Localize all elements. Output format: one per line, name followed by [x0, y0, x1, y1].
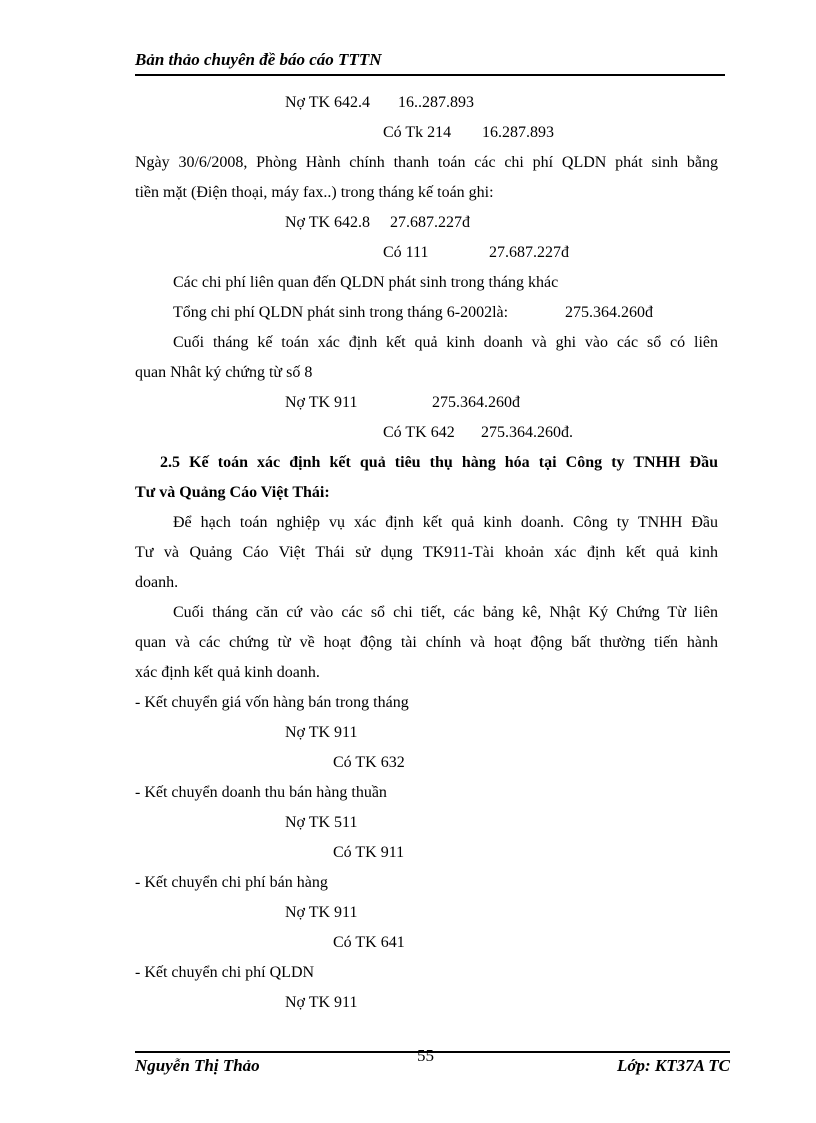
section-heading-cont: Tư và Quảng Cáo Việt Thái: [135, 484, 330, 501]
page-header [135, 46, 725, 76]
credit-entry: Có TK 632 [333, 754, 405, 771]
footer-class: Lớp: KT37A TC [616, 1056, 730, 1075]
amount: 16.287.893 [482, 124, 554, 141]
account-label: Nợ TK 642.8 [285, 214, 371, 231]
paragraph-line: quan Nhât ký chứng từ số 8 [135, 364, 313, 381]
amount: 27.687.227đ [489, 244, 569, 261]
entry-credit-642 [135, 418, 718, 448]
total-label: Tổng chi phí QLDN phát sinh trong tháng 6-2002là: [173, 304, 509, 321]
header-rule [135, 74, 725, 76]
entry-credit-111 [135, 238, 718, 268]
paragraph-line: doanh. [135, 574, 179, 591]
amount: 27.687.227đ [390, 214, 470, 231]
account-label: Có 111 [383, 244, 429, 261]
entry-debit-642-4 [135, 88, 718, 118]
footer-author: Nguyễn Thị Thảo [135, 1056, 260, 1075]
paragraph-line: Các chi phí liên quan đến QLDN phát sinh trong tháng khác [173, 274, 559, 291]
entry-debit-911 [135, 388, 718, 418]
paragraph-line: Để hạch toán nghiệp vụ xác định kết quả kinh doanh. Công ty TNHH Đầu [173, 514, 718, 531]
total-qldn-line [135, 298, 718, 328]
paragraph-line: Cuối tháng kế toán xác định kết quả kinh doanh và ghi vào các sổ có liên [173, 334, 718, 351]
list-item: - Kết chuyển chi phí bán hàng [135, 874, 328, 891]
list-item: - Kết chuyển doanh thu bán hàng thuần [135, 784, 387, 801]
amount: 16..287.893 [398, 94, 474, 111]
section-heading: 2.5 Kế toán xác định kết quả tiêu thụ hàng hóa tại Công ty TNHH Đầu [160, 454, 718, 471]
page-footer [135, 1046, 730, 1086]
paragraph-line: tiền mặt (Điện thoại, máy fax..) trong tháng kế toán ghi: [135, 184, 494, 201]
page-number: 55 [417, 1046, 434, 1065]
paragraph-line: Tư và Quảng Cáo Việt Thái sử dụng TK911-Tài khoản xác định kết quả kinh [135, 544, 718, 561]
account-label: Nợ TK 642.4 [285, 94, 371, 111]
entry-debit-642-8 [135, 208, 718, 238]
paragraph-line: Cuối tháng căn cứ vào các sổ chi tiết, các bảng kê, Nhật Ký Chứng Từ liên [173, 604, 718, 621]
paragraph-line: Ngày 30/6/2008, Phòng Hành chính thanh toán các chi phí QLDN phát sinh bằng [135, 154, 718, 171]
debit-entry: Nợ TK 511 [285, 814, 358, 831]
account-label: Có Tk 214 [383, 124, 452, 141]
account-label: Nợ TK 911 [285, 394, 358, 411]
credit-entry: Có TK 911 [333, 844, 405, 861]
debit-entry: Nợ TK 911 [285, 904, 358, 921]
amount: 275.364.260đ. [481, 424, 573, 441]
debit-entry: Nợ TK 911 [285, 994, 358, 1011]
amount: 275.364.260đ [432, 394, 520, 411]
credit-entry: Có TK 641 [333, 934, 405, 951]
list-item: - Kết chuyển giá vốn hàng bán trong tháng [135, 694, 409, 711]
list-item: - Kết chuyển chi phí QLDN [135, 964, 315, 981]
entry-credit-214 [135, 118, 718, 148]
header-title: Bản thảo chuyên đề báo cáo TTTN [135, 50, 382, 69]
debit-entry: Nợ TK 911 [285, 724, 358, 741]
paragraph-line: quan và các chứng từ về hoạt động tài chính và hoạt động bất thường tiến hành [135, 634, 718, 651]
account-label: Có TK 642 [383, 424, 455, 441]
paragraph-line: xác định kết quả kinh doanh. [135, 664, 320, 681]
page-body [135, 88, 718, 1018]
total-amount: 275.364.260đ [565, 304, 653, 321]
